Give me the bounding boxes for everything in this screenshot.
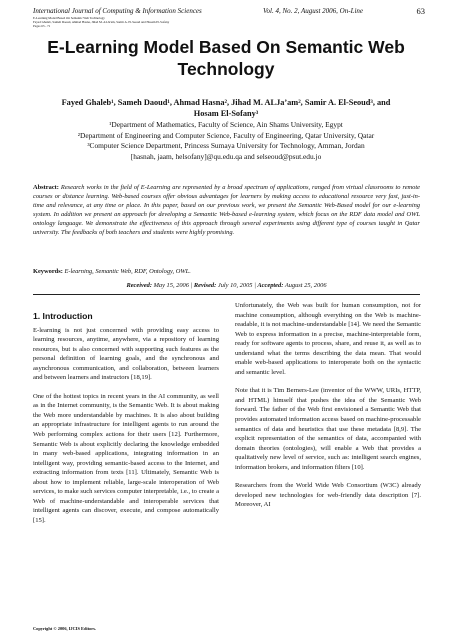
paragraph: E-learning is not just concerned with providing easy access to learning resources, anytime, anywhere, via a repository of learning resources, but is also concerned with supporting such features as the personal definition of learning goals, and the synchronous and asynchronous communication, and collaboration, between learners and between learners and instructors [18,19]. xyxy=(33,326,219,382)
running-citation xyxy=(33,16,223,28)
abstract-text: Research works in the field of E-Learning are represented by a broad spectrum of applications, ranged from virtual classrooms to remote courses or distance learning. Web-based courses offer obvious advantages for learners by making access to educational resource very fast, just-in-time and relevance, at any time or place. In this paper, based on our previous work, we present the Semantic Web-Based model for our e-learning system. In addition we present an approach for developing a Semantic Web-based e-learning system, which focus on the RDF data model and OWL ontology language. We demonstrate the effectiveness of this approach through several experiments using different type of courses taught in Qatar university. The feedbacks of both teachers and students were highly promising. xyxy=(33,184,420,237)
affiliations xyxy=(20,120,432,162)
keywords xyxy=(33,268,420,275)
received-label: Received: xyxy=(126,282,152,289)
affiliation-2: ²Department of Engineering and Computer Science, Faculty of Engineering, Qatar University, Qatar xyxy=(77,130,375,140)
received-date: May 15, 2006 xyxy=(153,282,189,289)
journal-name: International Journal of Computing & Information Sciences xyxy=(33,7,202,15)
paragraph: Unfortunately, the Web was built for human consumption, not for machine consumption, although everything on the Web is machine-readable, it is not machine-understandable [14]. We need the Semantic Web to express information in a precise, machine-interpretable form, ready for software agents to process, share, and reuse it, as well as to understand what the terms describing the data mean. That would enable web-based applications to interoperate both on the syntactic and semantic level. xyxy=(235,302,421,376)
paragraph: One of the hottest topics in recent years in the AI community, as well as in the Internet community, is the Semantic Web. It is about making the Web more understandable by machines. It is also about building an appropriate infrastructure for intelligent agents to run around the Web performing complex actions for their users [12]. Furthermore, Semantic Web is about explicitly declaring the knowledge embedded in many web-based applications, integrating information in an intelligent way, providing semantic-based access to the Internet, and extracting information from texts [11]. Ultimately, Semantic Web is about how to implement reliable, large-scale interoperation of Web services, to make such services computer interpretable, i.e., to create a Web of machine-understandable and interoperable services that intelligent agents can discover, execute, and compose automatically [15]. xyxy=(33,392,219,524)
abstract-label: Abstract: xyxy=(33,184,59,191)
keywords-text: E-learning, Semantic Web, RDF, Ontology, OWL. xyxy=(64,268,191,275)
submission-dates: Received: May 15, 2006 | Revised: July 10, 2005 | Accepted: August 25, 2006 xyxy=(126,282,327,289)
abstract xyxy=(33,183,420,238)
title-line-1: E-Learning Model Based On Semantic Web xyxy=(47,37,405,57)
copyright-footer: Copyright © 2006, IJCIS Editors. xyxy=(33,626,97,631)
running-authors: Fayed Ghaleb, Sameh Daoud, Ahmad Hasna, Jihad M. ALJa'am, Samir A. El-Seoud and Hosam El-Sofany xyxy=(33,20,170,24)
affiliation-3: ³Computer Science Department, Princess Sumaya University for Technology, Amman, Jordan xyxy=(87,141,365,150)
paper-title xyxy=(0,36,452,80)
issue-info: Vol. 4, No. 2, August 2006, On-Line xyxy=(263,7,364,15)
author-emails: [hasnah, jaam, helsofany]@qu.edu.qa and selseoud@psut.edu.jo xyxy=(130,151,322,161)
author-list xyxy=(20,97,432,119)
revised-date: July 10, 2005 xyxy=(217,282,253,289)
page-number: 63 xyxy=(416,6,425,16)
keywords-label: Keywords: xyxy=(33,268,63,275)
right-column xyxy=(235,301,421,519)
paragraph: Researchers from the World Wide Web Consortium (W3C) already developed new technologies for web-friendly data description [7]. Moreover, AI xyxy=(235,482,421,509)
left-column xyxy=(33,312,219,534)
authors-line-1: Fayed Ghaleb¹, Sameh Daoud¹, Ahmad Hasna², Jihad M. ALJa’am², Samir A. El-Seoud³, and xyxy=(61,98,391,107)
title-line-2: Technology xyxy=(177,59,275,79)
accepted-date: August 25, 2006 xyxy=(284,282,327,289)
divider xyxy=(33,294,420,295)
running-pages: Pages 63 - 71 xyxy=(33,24,51,28)
revised-label: Revised: xyxy=(193,282,217,289)
paragraph: Note that it is Tim Berners-Lee (inventor of the WWW, URIs, HTTP, and HTML) himself that pushes the idea of the Semantic Web forward. The father of the Web first envisioned a Semantic Web that provides automated information access based on machine-processable semantics of data and heuristics that use these metadata [8,9]. The explicit representation of the semantics of data, accompanied with domain theories (ontologies), will enable a Web that provides a qualitatively new level of service, such as: intelligent search engines, information brokers, and information filters [10]. xyxy=(235,387,421,471)
running-title: E-Learning Model Based On Semantic Web Technology xyxy=(33,16,105,20)
accepted-label: Accepted: xyxy=(257,282,284,289)
authors-line-2: Hosam El-Sofany³ xyxy=(193,109,259,118)
section-heading: 1. Introduction xyxy=(33,311,93,321)
affiliation-1: ¹Department of Mathematics, Faculty of Science, Ain Shams University, Egypt xyxy=(109,120,343,129)
